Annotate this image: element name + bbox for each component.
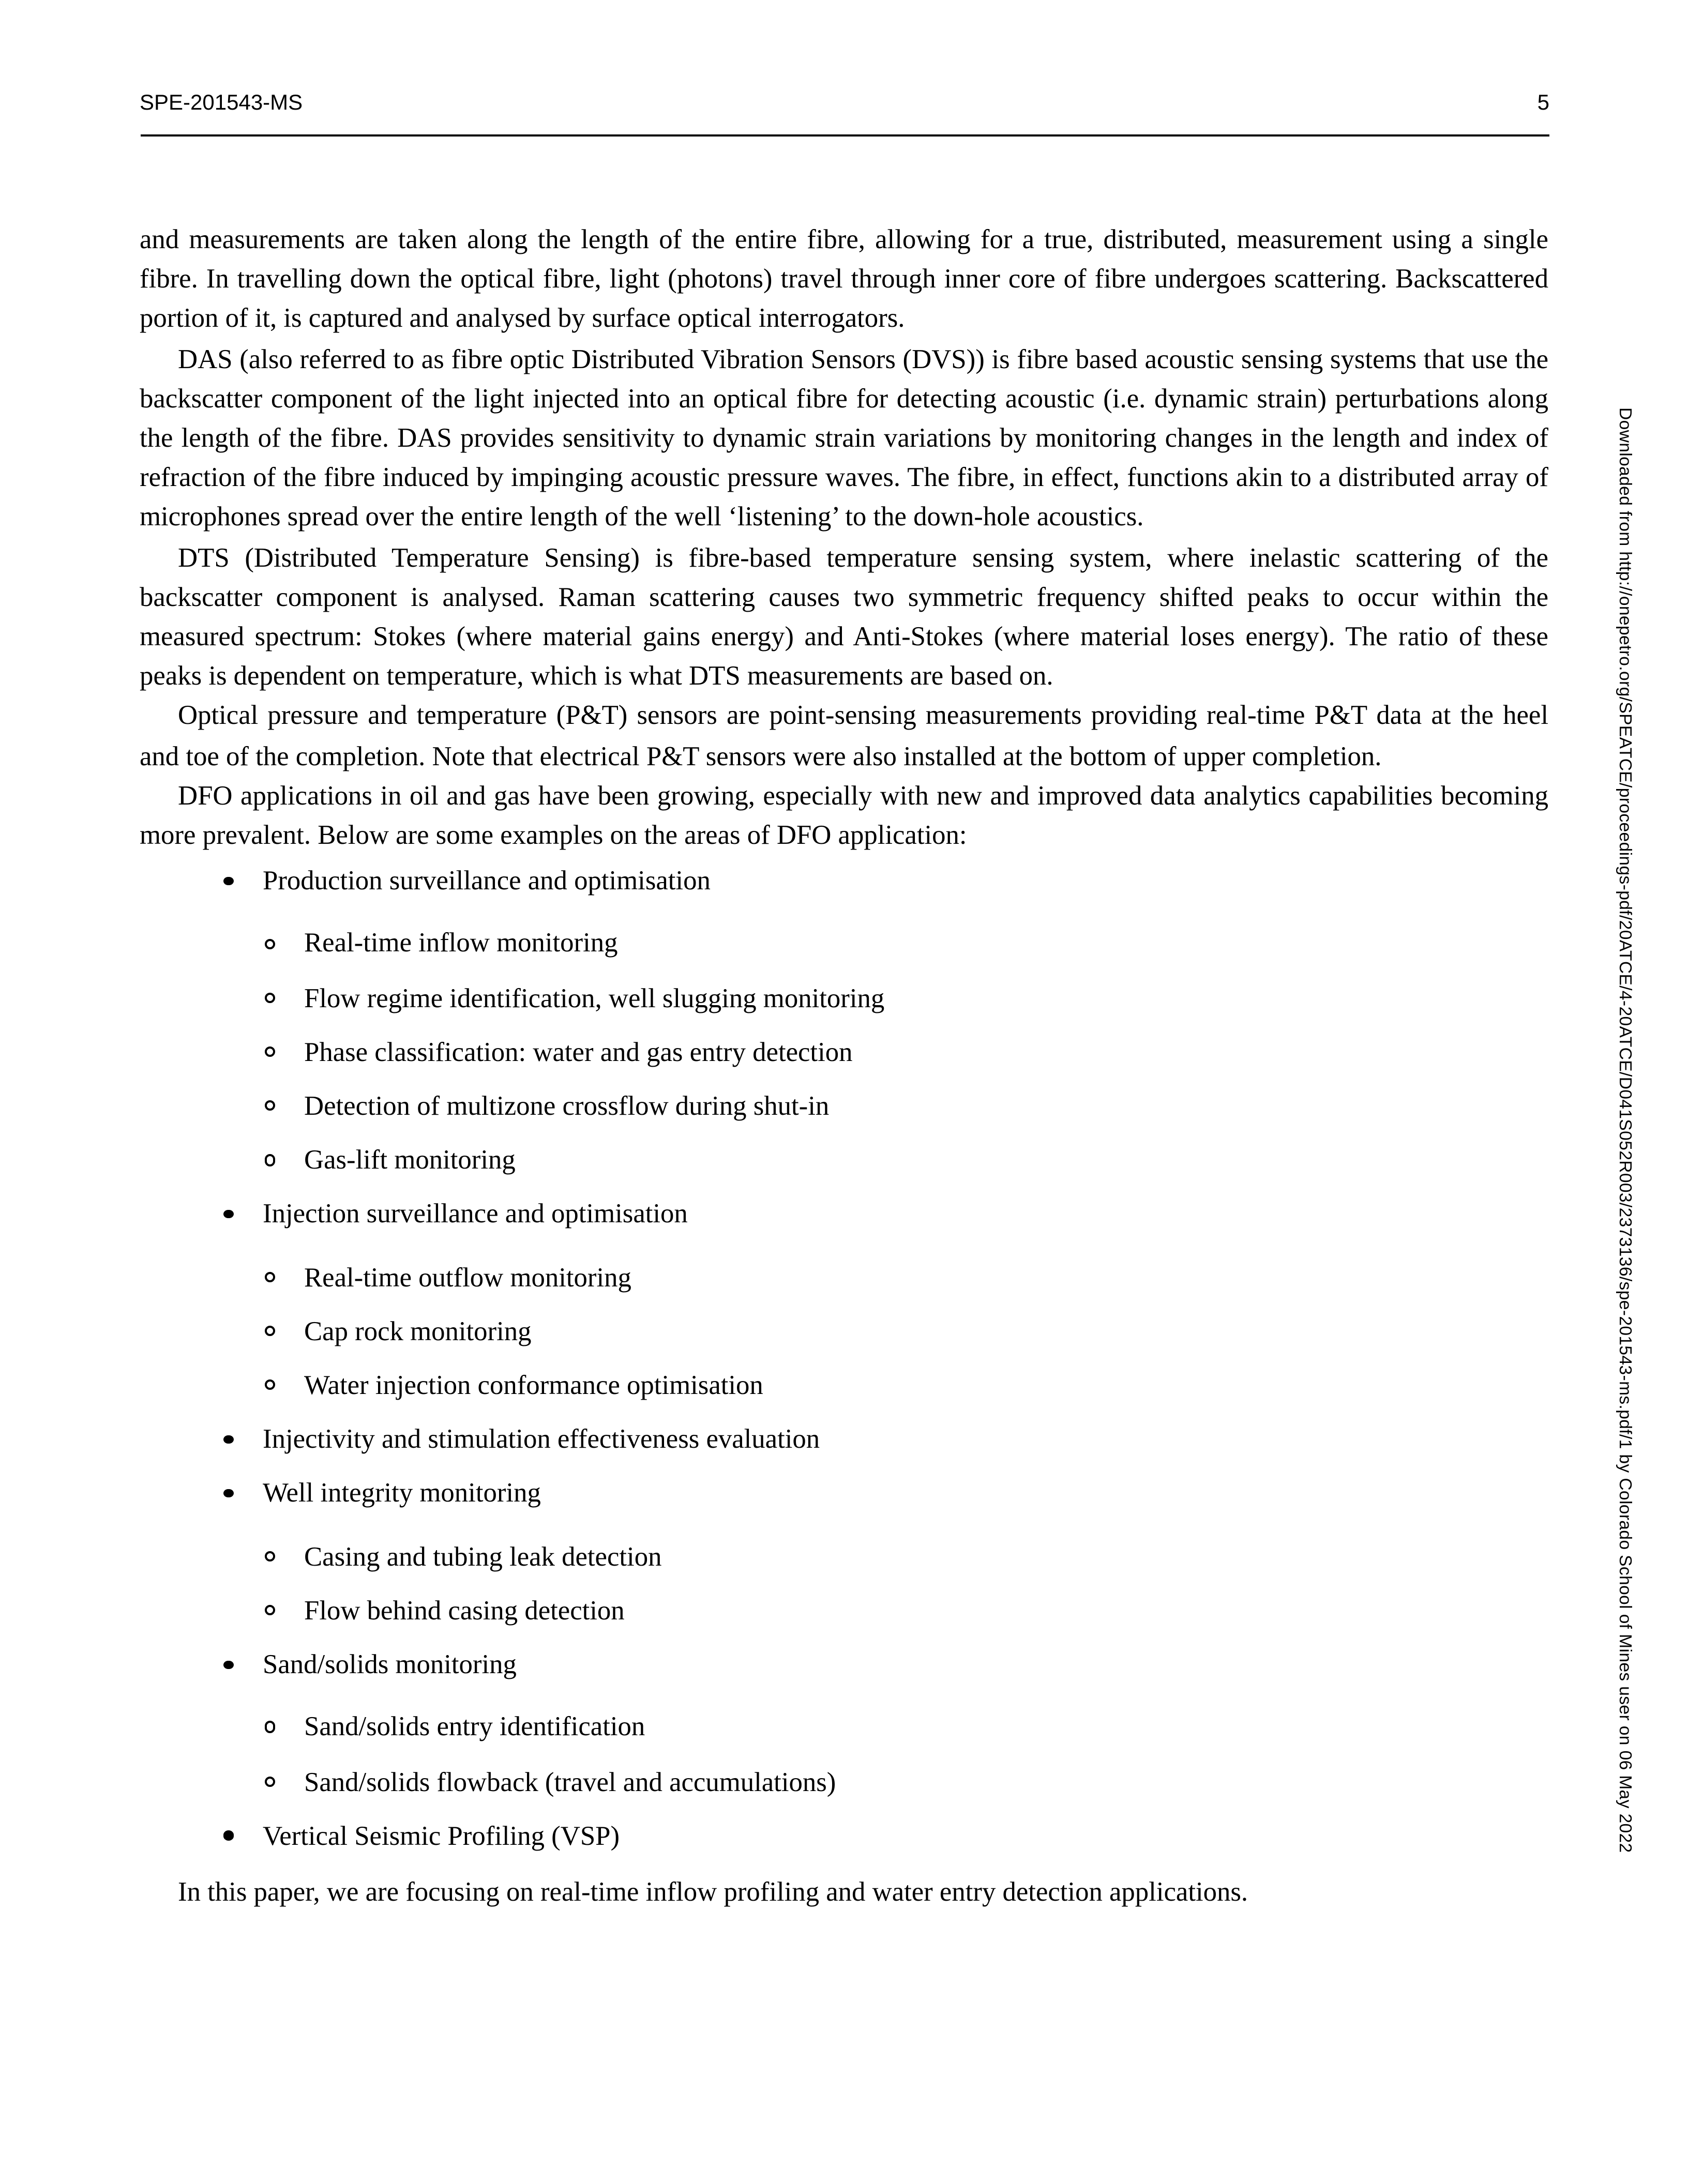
sublist-item [263, 1032, 1548, 1071]
list-item [140, 1815, 1548, 1855]
paragraph: DAS (also referred to as fibre optic Distributed Vibration Sensors (DVS)) is fibre based acoustic sensing systems that use the backscatter component of the light injected into an optical fibre for detecting acoustic (i.e. dynamic strain) perturbations along the length of the fibre. DAS provides sensitivity to dynamic strain variations by monitoring changes in the length and index of refraction of the fibre induced by impinging acoustic pressure waves. The fibre, in effect, functions akin to a distributed array of microphones spread over the entire length of the well ‘listening’ to the down-hole acoustics. [140, 342, 1548, 533]
circle-bullet-icon [264, 1776, 275, 1787]
sublist-item-label: Sand/solids flowback (travel and accumulations) [304, 1765, 836, 1796]
sublist-item-label: Gas-lift monitoring [304, 1144, 516, 1176]
sublist-item-label: Detection of multizone crossflow during shut-in [304, 1090, 830, 1121]
sublist-item [263, 1140, 1548, 1180]
sublist-item [263, 923, 1548, 963]
sublist-item-label: Real-time inflow monitoring [304, 927, 618, 959]
application-sublist [263, 1257, 1548, 1405]
sublist-item [263, 1536, 1548, 1576]
circle-bullet-icon [264, 1326, 275, 1337]
list-item [140, 1644, 1548, 1800]
sublist-item-label: Flow behind casing detection [304, 1594, 625, 1626]
list-item-label: Vertical Seismic Profiling (VSP) [263, 1819, 620, 1851]
sublist-item-label: Flow regime identification, well slugging monitoring [304, 981, 885, 1013]
sublist-item-label: Cap rock monitoring [304, 1315, 532, 1346]
paragraph: and measurements are taken along the length of the entire fibre, allowing for a true, distributed, measurement using a single fibre. In travelling down the optical fibre, light (photons) travel through inner core of fibre undergoes scattering. Backscattered portion of it, is captured and analysed by surface optical interrogators. [140, 223, 1548, 334]
application-sublist [263, 923, 1548, 1180]
circle-bullet-icon [264, 1046, 275, 1057]
circle-bullet-icon [264, 1605, 275, 1616]
list-item [140, 861, 1548, 1180]
bullet-icon [222, 1660, 233, 1670]
list-item [140, 1419, 1548, 1459]
application-sublist [263, 1707, 1548, 1801]
bullet-icon [222, 876, 233, 886]
list-item-label: Injectivity and stimulation effectiveness evaluation [263, 1423, 820, 1455]
paragraph: Optical pressure and temperature (P&T) sensors are point-sensing measurements providing real-time P&T data at the heel and toe of the completion. Note that electrical P&T sensors were also installed at the bottom of upper completion. [140, 700, 1548, 771]
sublist-item-label: Sand/solids entry identification [304, 1711, 645, 1742]
circle-bullet-icon [264, 1380, 275, 1391]
closing-paragraph: In this paper, we are focusing on real-time inflow profiling and water entry detection applications. [178, 1875, 1248, 1907]
sublist-item [263, 1086, 1548, 1126]
paragraph: DFO applications in oil and gas have been growing, especially with new and improved data analytics capabilities becoming more prevalent. Below are some examples on the areas of DFO application: [140, 779, 1548, 851]
circle-bullet-icon [264, 1722, 275, 1733]
bullet-icon [222, 1831, 233, 1840]
circle-bullet-icon [264, 938, 275, 949]
header-rule [140, 134, 1549, 136]
sublist-item [263, 1257, 1548, 1297]
body-text [140, 219, 1548, 1911]
application-list [140, 861, 1548, 1855]
sublist-item-label: Phase classification: water and gas entry detection [304, 1036, 853, 1067]
list-item-label: Sand/solids monitoring [263, 1648, 517, 1680]
bullet-icon [222, 1210, 233, 1219]
sublist-item [263, 1761, 1548, 1801]
paragraph: DTS (Distributed Temperature Sensing) is fibre-based temperature sensing system, where inelastic scattering of the backscatter component is analysed. Raman scattering causes two symmetric frequency shifted peaks to occur within the measured spectrum: Stokes (where material gains energy) and Anti-Stokes (where material loses energy). The ratio of these peaks is dependent on temperature, which is what DTS measurements are based on. [140, 541, 1548, 691]
sublist-item [263, 1707, 1548, 1747]
circle-bullet-icon [264, 1551, 275, 1562]
list-item-label: Injection surveillance and optimisation [263, 1198, 688, 1230]
sublist-item [263, 978, 1548, 1018]
download-watermark: Downloaded from http://onepetro.org/SPEATCE/proceedings-pdf/20ATCE/4-20ATCE/D041S052R003/2373136/spe-201543-ms.pdf/1 by Colorado School of Mines user on 06 May 2022 [1616, 407, 1636, 1853]
bullet-icon [222, 1435, 233, 1445]
page-header [140, 91, 1549, 116]
bullet-icon [222, 1489, 233, 1498]
list-item [140, 1194, 1548, 1405]
list-item-label: Well integrity monitoring [263, 1477, 541, 1509]
page-number: 5 [1537, 91, 1549, 116]
circle-bullet-icon [264, 1155, 275, 1166]
circle-bullet-icon [264, 1271, 275, 1282]
list-item-label: Production surveillance and optimisation [263, 865, 711, 896]
circle-bullet-icon [264, 1101, 275, 1112]
sublist-item-label: Real-time outflow monitoring [304, 1261, 631, 1292]
sublist-item [263, 1311, 1548, 1351]
sublist-item [263, 1365, 1548, 1405]
application-sublist [263, 1536, 1548, 1630]
document-id: SPE-201543-MS [140, 91, 303, 116]
sublist-item [263, 1590, 1548, 1630]
list-item [140, 1474, 1548, 1630]
sublist-item-label: Casing and tubing leak detection [304, 1540, 662, 1571]
circle-bullet-icon [264, 992, 275, 1003]
sublist-item-label: Water injection conformance optimisation [304, 1369, 763, 1401]
